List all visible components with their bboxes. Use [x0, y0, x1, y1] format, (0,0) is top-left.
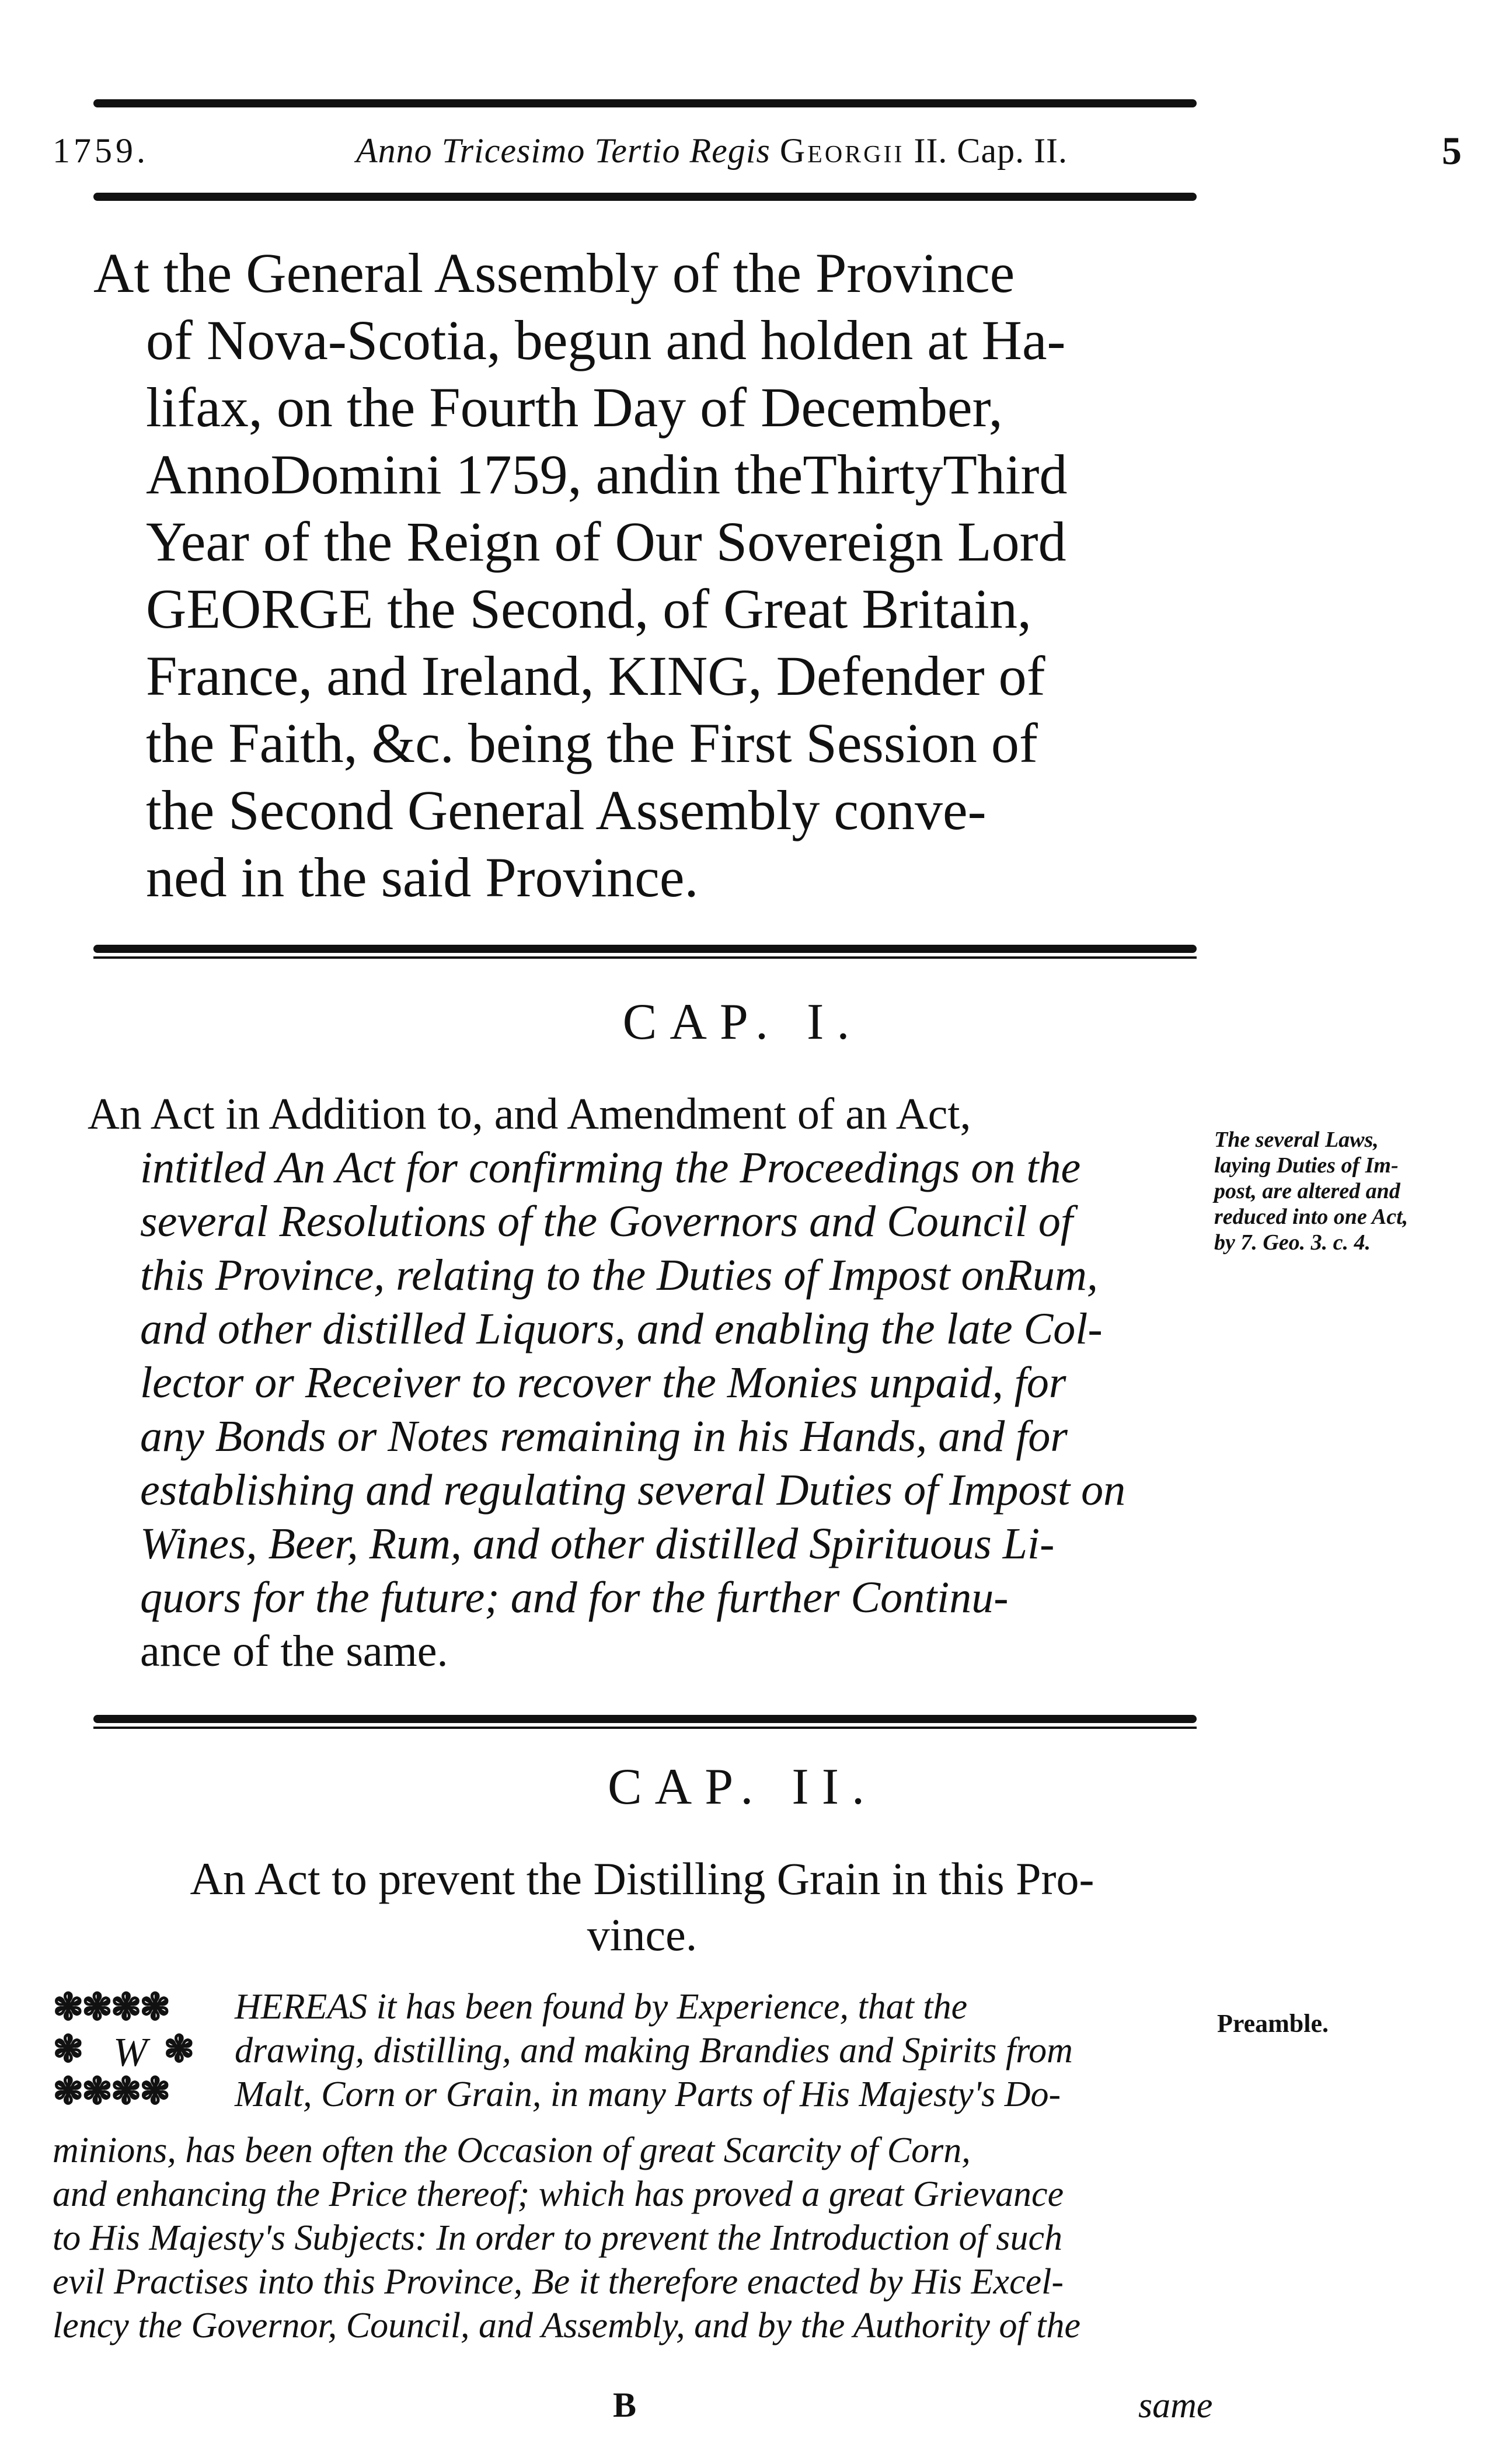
- heading-line: the Faith, &c. being the First Session of: [146, 712, 1038, 774]
- act-line: any Bonds or Notes remaining in his Hands, and for: [140, 1412, 1068, 1461]
- act-line: quors for the future; and for the further Continu-: [140, 1573, 1009, 1622]
- whereas-line: lency the Governor, Council, and Assembly, and by the Authority of the: [53, 2306, 1080, 2345]
- act-line: Wines, Beer, Rum, and other distilled Spirituous Li-: [140, 1519, 1055, 1568]
- running-head-year: 1759.: [53, 131, 149, 170]
- heading-line: France, and Ireland, KING, Defender of: [146, 645, 1045, 707]
- act-line: several Resolutions of the Governors and Council of: [140, 1197, 1073, 1246]
- ornamental-drop-cap: [53, 1986, 228, 2129]
- ornament-icon: ❃: [53, 2028, 82, 2070]
- act-line: this Province, relating to the Duties of Impost onRum,: [140, 1251, 1098, 1300]
- section-rule-thin: [93, 1727, 1197, 1729]
- heading-line: of Nova-Scotia, begun and holden at Ha-: [146, 309, 1066, 371]
- running-head-title-king: Georgii: [779, 131, 905, 170]
- section-rule: [93, 945, 1197, 953]
- ornament-icon: ❃❃❃❃: [53, 2070, 169, 2112]
- catchword: same: [1138, 2386, 1213, 2425]
- act-line: lector or Receiver to recover the Monies unpaid, for: [140, 1358, 1066, 1407]
- head-rule: [93, 193, 1197, 201]
- running-head: [53, 127, 1477, 174]
- preamble-marginal: Preamble.: [1217, 2009, 1329, 2038]
- ornament-icon: ❃: [163, 2028, 193, 2070]
- signature-mark: B: [613, 2386, 637, 2424]
- running-head-title-italic: Anno Tricesimo Tertio Regis: [356, 131, 771, 170]
- act-line: establishing and regulating several Duties of Impost on: [140, 1466, 1126, 1515]
- running-head-title-cap: II. Cap. II.: [914, 131, 1068, 170]
- drop-cap-letter: W: [113, 2030, 148, 2075]
- marginal-line: laying Duties of Im-: [1214, 1153, 1399, 1178]
- act-line: intitled An Act for confirming the Proceedings on the: [140, 1143, 1081, 1192]
- heading-line: the Second General Assembly conve-: [146, 779, 986, 841]
- ornament-icon: ❃❃❃❃: [53, 1986, 169, 2028]
- whereas-paragraph: [53, 1985, 1214, 2348]
- cap-1-act-title: [88, 1087, 1197, 1678]
- act-line: ance of the same.: [140, 1627, 448, 1676]
- heading-line: AnnoDomini 1759, andin theThirtyThird: [146, 443, 1068, 506]
- cap-2-act-title: [88, 1851, 1197, 1963]
- whereas-line: HEREAS it has been found by Experience, that the: [235, 1987, 968, 2027]
- heading-line: At the General Assembly of the Province: [93, 242, 1015, 304]
- whereas-line: and enhancing the Price thereof; which has proved a great Grievance: [53, 2174, 1064, 2214]
- cap-2-title: CAP. II.: [607, 1759, 878, 1815]
- marginal-line: post, are altered and: [1214, 1179, 1400, 1203]
- page-number: 5: [1442, 128, 1462, 173]
- whereas-line: Malt, Corn or Grain, in many Parts of His Majesty's Do-: [235, 2075, 1061, 2114]
- act-line: vince.: [587, 1909, 698, 1960]
- heading-line: lifax, on the Fourth Day of December,: [146, 376, 1003, 438]
- marginal-line: by 7. Geo. 3. c. 4.: [1214, 1230, 1371, 1255]
- marginal-line: The several Laws,: [1214, 1127, 1379, 1152]
- act-line: An Act in Addition to, and Amendment of an Act,: [88, 1090, 971, 1139]
- marginal-note: [1214, 1127, 1471, 1255]
- heading-line: GEORGE the Second, of Great Britain,: [146, 577, 1031, 640]
- heading-line: ned in the said Province.: [146, 846, 699, 909]
- whereas-line: drawing, distilling, and making Brandies and Spirits from: [235, 2031, 1073, 2070]
- act-line: and other distilled Liquors, and enabling the late Col-: [140, 1304, 1103, 1353]
- marginal-line: reduced into one Act,: [1214, 1205, 1409, 1229]
- whereas-line: to His Majesty's Subjects: In order to prevent the Introduction of such: [53, 2218, 1063, 2258]
- section-rule: [93, 1715, 1197, 1723]
- assembly-heading: [93, 239, 1202, 911]
- top-rule: [93, 99, 1197, 107]
- whereas-line: minions, has been often the Occasion of great Scarcity of Corn,: [53, 2131, 971, 2170]
- heading-line: Year of the Reign of Our Sovereign Lord: [146, 510, 1066, 573]
- act-line: An Act to prevent the Distilling Grain in this Pro-: [190, 1853, 1094, 1904]
- whereas-line: evil Practises into this Province, Be it therefore enacted by His Excel-: [53, 2262, 1064, 2302]
- running-head-title: [356, 127, 1068, 174]
- cap-1-title: CAP. I.: [622, 994, 863, 1050]
- section-rule-thin: [93, 956, 1197, 959]
